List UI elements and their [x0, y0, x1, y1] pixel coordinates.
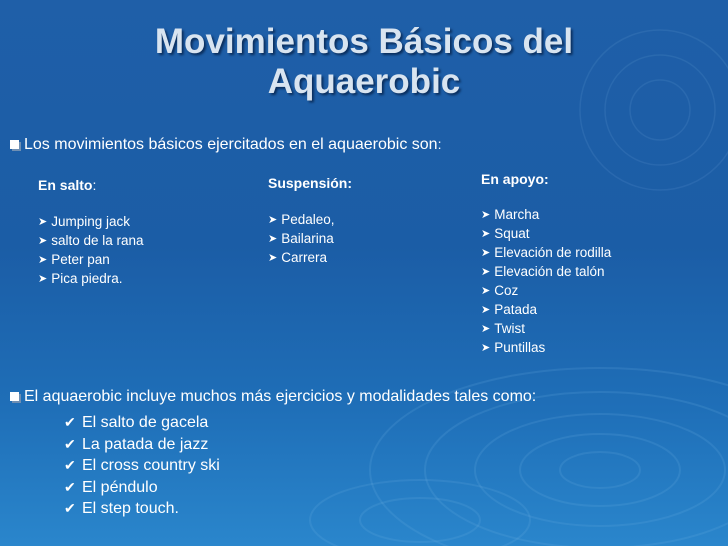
arrow-bullet-icon: ➤: [38, 216, 48, 228]
list-item: ➤ Jumping jack: [38, 214, 131, 229]
list-item: ➤ Elevación de rodilla: [481, 245, 612, 260]
check-icon: ✔: [64, 478, 76, 495]
more-intro-text: El aquaerobic incluye muchos más ejercicios y modalidades tales como:: [24, 388, 537, 405]
modalities-list: [64, 412, 220, 520]
column-heading: En apoyo:: [481, 171, 549, 187]
title-line-1: Movimientos Básicos del: [154, 22, 574, 61]
list-item: ➤ Twist: [481, 321, 525, 336]
list-item: ✔ La patada de jazz: [64, 435, 209, 453]
column-en-apoyo: [481, 170, 611, 358]
list-item: ✔ El step touch.: [64, 500, 179, 517]
list-item: ✔ El salto de gacela: [64, 414, 209, 431]
arrow-bullet-icon: ➤: [481, 342, 491, 354]
check-icon: ✔: [64, 500, 76, 516]
column-en-salto: [38, 176, 144, 289]
column-suspension: [268, 174, 352, 268]
arrow-bullet-icon: ➤: [38, 273, 48, 285]
column-heading: Suspensión:: [268, 175, 353, 191]
arrow-bullet-icon: ➤: [268, 233, 278, 245]
column-heading: En salto:: [38, 177, 97, 193]
arrow-bullet-icon: ➤: [481, 247, 491, 259]
list-item: ➤ Carrera: [268, 250, 327, 265]
arrow-bullet-icon: ➤: [38, 235, 48, 247]
check-icon: ✔: [64, 457, 76, 473]
slide-title: [0, 22, 728, 102]
arrow-bullet-icon: ➤: [38, 254, 48, 266]
list-item: ➤ Puntillas: [481, 340, 546, 355]
intro-line: [10, 134, 441, 155]
list-item: ➤ Peter pan: [38, 252, 110, 267]
intro-text: Los movimientos básicos ejercitados en el aquaerobic son: [24, 136, 438, 153]
arrow-bullet-icon: ➤: [481, 304, 491, 316]
list-item: ➤ Pica piedra.: [38, 271, 123, 286]
list-item: ➤ Marcha: [481, 207, 540, 222]
check-icon: ✔: [64, 435, 76, 452]
arrow-bullet-icon: ➤: [481, 228, 491, 240]
arrow-bullet-icon: ➤: [481, 323, 491, 335]
list-item: ➤ Elevación de talón: [481, 264, 605, 279]
list-item: ➤ Coz: [481, 283, 519, 298]
arrow-bullet-icon: ➤: [481, 209, 491, 221]
title-line-2: Aquaerobic: [267, 62, 461, 101]
list-item: ➤ Bailarina: [268, 231, 334, 246]
arrow-bullet-icon: ➤: [481, 285, 491, 297]
list-item: ✔ El péndulo: [64, 478, 158, 496]
arrow-bullet-icon: ➤: [268, 252, 278, 264]
list-item: ➤ salto de la rana: [38, 233, 144, 248]
list-item: ➤ Squat: [481, 226, 530, 241]
arrow-bullet-icon: ➤: [268, 214, 278, 226]
list-item: ✔ El cross country ski: [64, 457, 220, 474]
list-item: ➤ Pedaleo,: [268, 212, 335, 227]
square-bullet-icon: [10, 140, 19, 149]
square-bullet-icon: [10, 392, 19, 401]
check-icon: ✔: [64, 414, 76, 430]
list-item: ➤ Patada: [481, 302, 538, 317]
arrow-bullet-icon: ➤: [481, 266, 491, 278]
intro-colon: :: [437, 136, 442, 152]
more-intro-line: [10, 387, 536, 407]
